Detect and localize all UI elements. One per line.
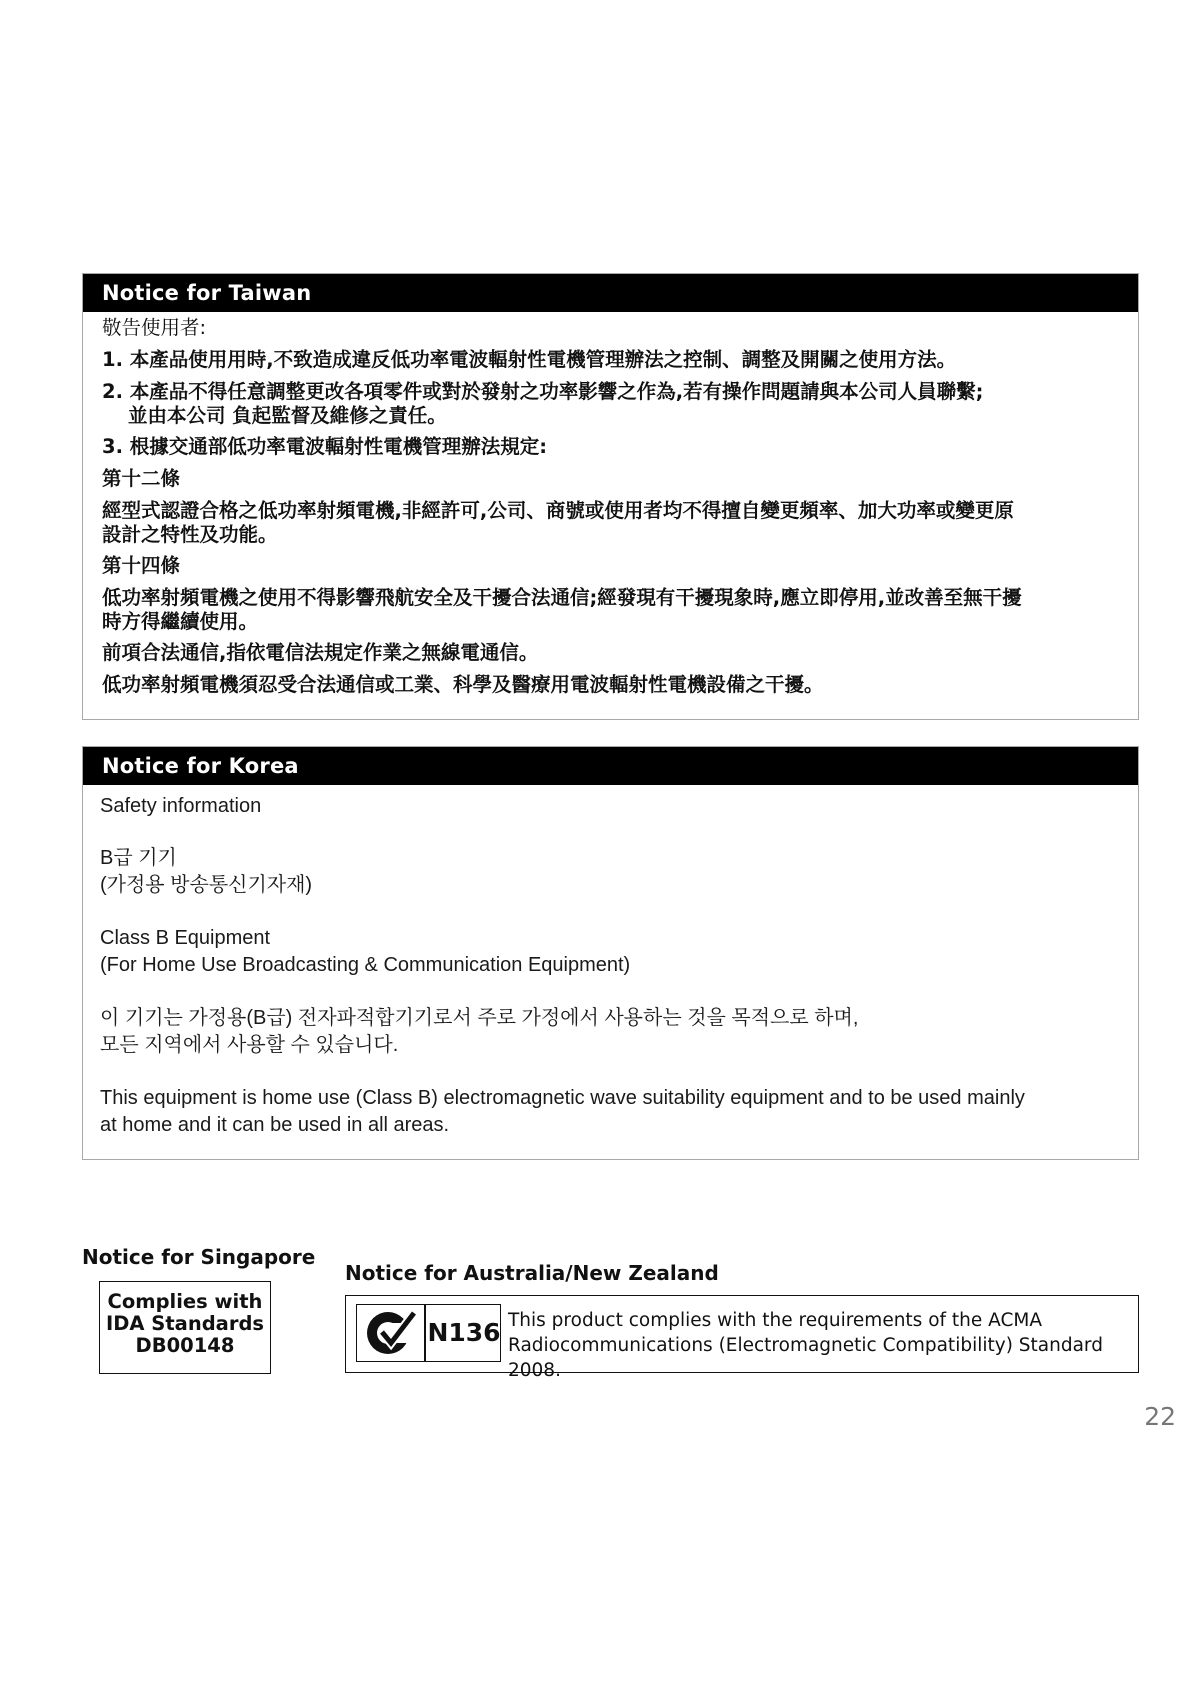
taiwan-line: 3. 根據交通部低功率電波輻射性電機管理辦法規定: (102, 435, 548, 458)
taiwan-line: 低功率射頻電機須忍受合法通信或工業、科學及醫療用電波輻射性電機設備之干擾。 (102, 673, 824, 696)
korea-desc-kr-line: 모든 지역에서 사용할 수 있습니다. (100, 1034, 399, 1056)
notice-taiwan-panel (82, 273, 1139, 720)
notice-singapore-heading: Notice for Singapore (82, 1245, 316, 1269)
singapore-ida-line: IDA Standards (105, 1312, 265, 1335)
taiwan-line: 時方得繼續使用。 (102, 610, 259, 633)
korea-desc-en-line: This equipment is home use (Class B) electromagnetic wave suitability equipment and to be used mainly (100, 1087, 1025, 1109)
singapore-ida-line: Complies with (107, 1290, 263, 1313)
taiwan-line: 第十二條 (102, 467, 181, 490)
singapore-ida-label (99, 1281, 271, 1374)
taiwan-line: 第十四條 (102, 554, 181, 577)
korea-class-kr-line: (가정용 방송통신기자재) (100, 874, 313, 896)
page-number: 22 (1144, 1402, 1176, 1431)
korea-desc-en-line: at home and it can be used in all areas. (100, 1114, 450, 1136)
taiwan-line: 前項合法通信,指依電信法規定作業之無線電通信。 (102, 641, 539, 664)
ctick-divider (424, 1305, 426, 1361)
taiwan-line: 低功率射頻電機之使用不得影響飛航安全及干擾合法通信;經發現有干擾現象時,應立即停用,並改善至無干擾 (102, 586, 1022, 609)
taiwan-line: 經型式認證合格之低功率射頻電機,非經許可,公司、商號或使用者均不得擅自變更頻率、加大功率或變更原 (102, 499, 1014, 522)
korea-class-kr-line: B급 기기 (100, 847, 177, 869)
notice-korea-heading: Notice for Korea (83, 747, 1138, 785)
supplier-code: N136 (427, 1318, 501, 1347)
c-tick-icon (360, 1307, 420, 1359)
taiwan-line: 2. 本產品不得任意調整更改各項零件或對於發射之功率影響之作為,若有操作問題請與本公司人員聯繫; (102, 380, 984, 403)
ctick-logo (356, 1304, 501, 1362)
korea-class-en-line: Class B Equipment (100, 927, 271, 949)
taiwan-line: 1. 本產品使用用時,不致造成違反低功率電波輻射性電機管理辦法之控制、調整及開關之使用方法。 (102, 348, 957, 371)
australia-compliance-box (345, 1295, 1139, 1381)
taiwan-line: 並由本公司 負起監督及維修之責任。 (128, 404, 447, 427)
korea-desc-kr-line: 이 기기는 가정용(B급) 전자파적합기기로서 주로 가정에서 사용하는 것을 목적으로 하며, (100, 1007, 859, 1029)
taiwan-line: 設計之特性及功能。 (102, 523, 278, 546)
taiwan-line: 敬告使用者: (102, 316, 207, 339)
korea-class-en-line: (For Home Use Broadcasting & Communication Equipment) (100, 954, 631, 976)
notice-taiwan-heading: Notice for Taiwan (83, 274, 1138, 312)
notice-korea-panel (82, 746, 1139, 1160)
notice-australia-heading: Notice for Australia/New Zealand (345, 1261, 719, 1285)
australia-compliance-text (508, 1308, 1138, 1383)
singapore-ida-line: DB00148 (135, 1334, 235, 1357)
notice-taiwan-body (83, 312, 1138, 697)
australia-text-line: This product complies with the requirements of the ACMA (508, 1310, 1043, 1331)
notice-korea-body (83, 785, 1138, 1139)
korea-safety-label: Safety information (100, 795, 262, 817)
australia-text-line: Radiocommunications (Electromagnetic Compatibility) Standard 2008. (508, 1335, 1103, 1381)
